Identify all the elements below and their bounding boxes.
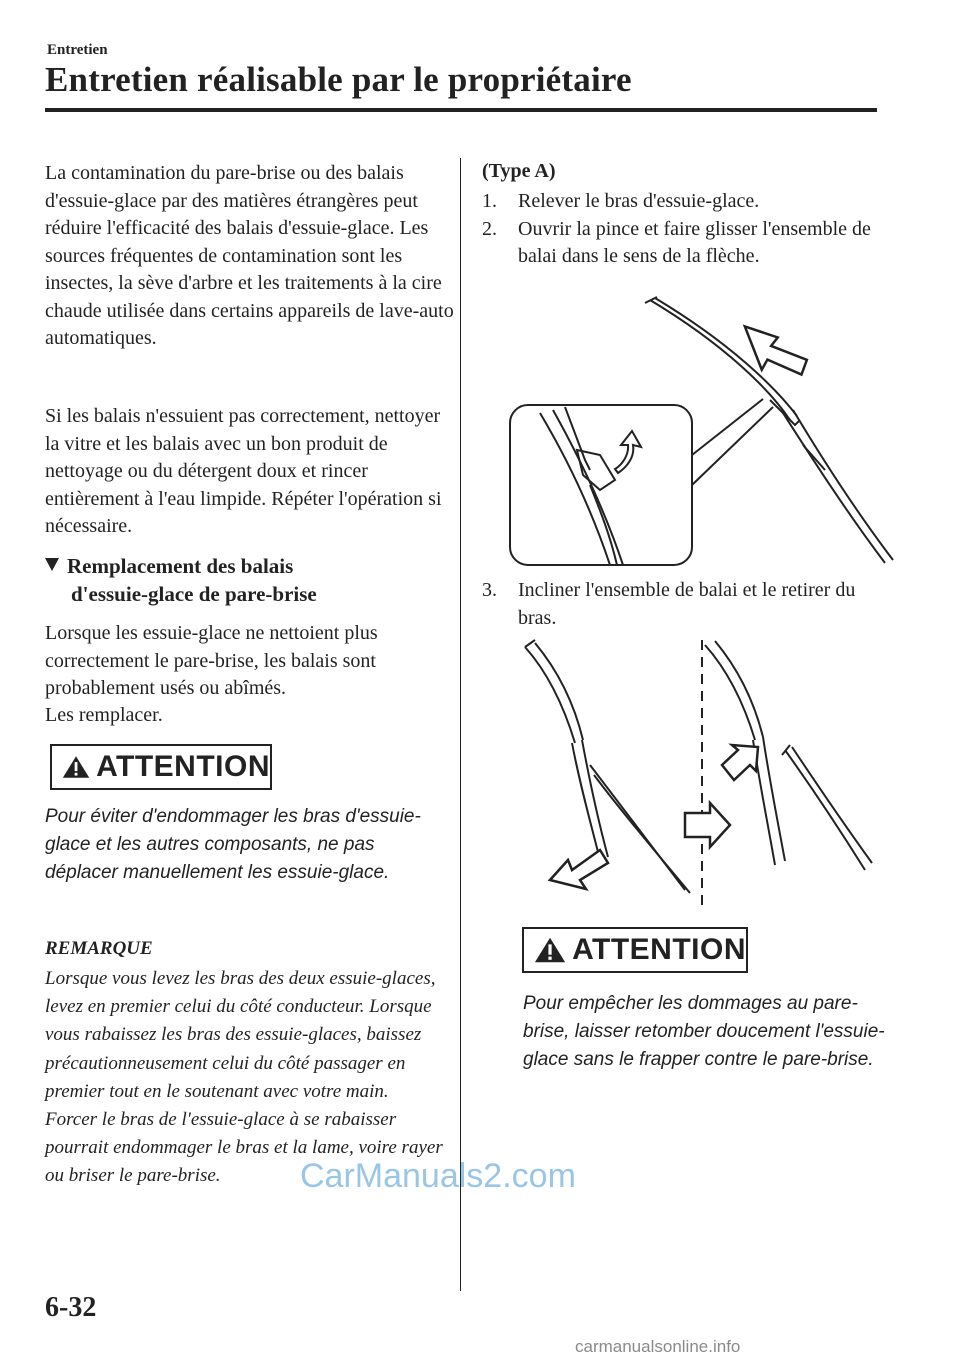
type-label: (Type A): [482, 160, 556, 182]
paragraph-cleaning: Si les balais n'essuient pas correctement, nettoyer la vitre et les balais avec un bon produit de nettoyage ou du détergent doux et rincer entièrement à l'eau limpide. Répéter l'opération si nécessaire.: [45, 405, 442, 537]
subheading-replacement: [45, 552, 455, 608]
attention-box-left: [50, 744, 272, 790]
steps-list-bottom: [482, 577, 887, 632]
note-title: REMARQUE: [45, 938, 153, 959]
page-number: 6-32: [45, 1292, 97, 1323]
wiper-removal-illustration: [520, 635, 890, 910]
paragraph-contamination: La contamination du pare-brise ou des balais d'essuie-glace par des matières étrangères peut réduire l'efficacité des balais d'essuie-glace. Les sources fréquentes de contamination sont les insectes, la sève d'arbre et les traitements à la cire chaude utilisée dans certains appareils de lave-auto automatiques.: [45, 162, 454, 349]
note-text: Lorsque vous levez les bras des deux essuie-glaces, levez en premier celui du côté conducteur. Lorsque vous rabaissez les bras des essuie-glaces, baissez précautionneusement celui du côté passager en premier tout en le soutenant avec votre main. Forcer le bras de l'essuie-glace à se rabaisser pourrait endommager le bras et la lame, voire rayer ou briser le pare-brise.: [45, 968, 443, 1187]
paragraph-worn-blades: Lorsque les essuie-glace ne nettoient plus correctement le pare-brise, les balais sont probablement usés ou abîmés.: [45, 622, 378, 699]
header-rule: [45, 108, 877, 112]
list-item: [482, 216, 887, 271]
chapter-title: Entretien réalisable par le propriétaire: [45, 60, 632, 99]
attention-label-right: ATTENTION: [572, 933, 746, 966]
triangle-bullet-icon: [45, 558, 59, 571]
wiper-clip-illustration: [505, 295, 895, 570]
section-label: Entretien: [47, 42, 108, 58]
step-number: 1.: [482, 190, 497, 212]
list-item: [482, 577, 887, 632]
steps-list-top: [482, 188, 887, 271]
list-item: [482, 188, 887, 216]
column-divider: [460, 158, 461, 1291]
step-text: Relever le bras d'essuie-glace.: [518, 190, 760, 212]
warning-icon: [534, 935, 566, 965]
watermark-logo: CarManuals2.com: [300, 1157, 576, 1195]
attention-label-left: ATTENTION: [96, 750, 270, 783]
attention-text-right: Pour empêcher les dommages au pare-brise, laisser retomber doucement l'essuie-glace sans le frapper contre le pare-brise.: [523, 993, 885, 1070]
subheading-line-1: Remplacement des balais: [67, 554, 294, 578]
step-number: 2.: [482, 217, 497, 240]
attention-box-right: [522, 927, 748, 973]
subheading-line-2: d'essuie-glace de pare-brise: [71, 582, 317, 606]
step-number: 3.: [482, 579, 497, 601]
warning-icon: [62, 752, 90, 782]
step-text: Incliner l'ensemble de balai et le retirer du bras.: [518, 579, 856, 629]
step-text: Ouvrir la pince et faire glisser l'ensemble de balai dans le sens de la flèche.: [518, 217, 871, 267]
attention-text-left: Pour éviter d'endommager les bras d'essuie-glace et les autres composants, ne pas déplacer manuellement les essuie-glace.: [45, 806, 421, 883]
paragraph-replace: Les remplacer.: [45, 704, 163, 726]
footer-site-mark: carmanualsonline.info: [575, 1337, 741, 1356]
